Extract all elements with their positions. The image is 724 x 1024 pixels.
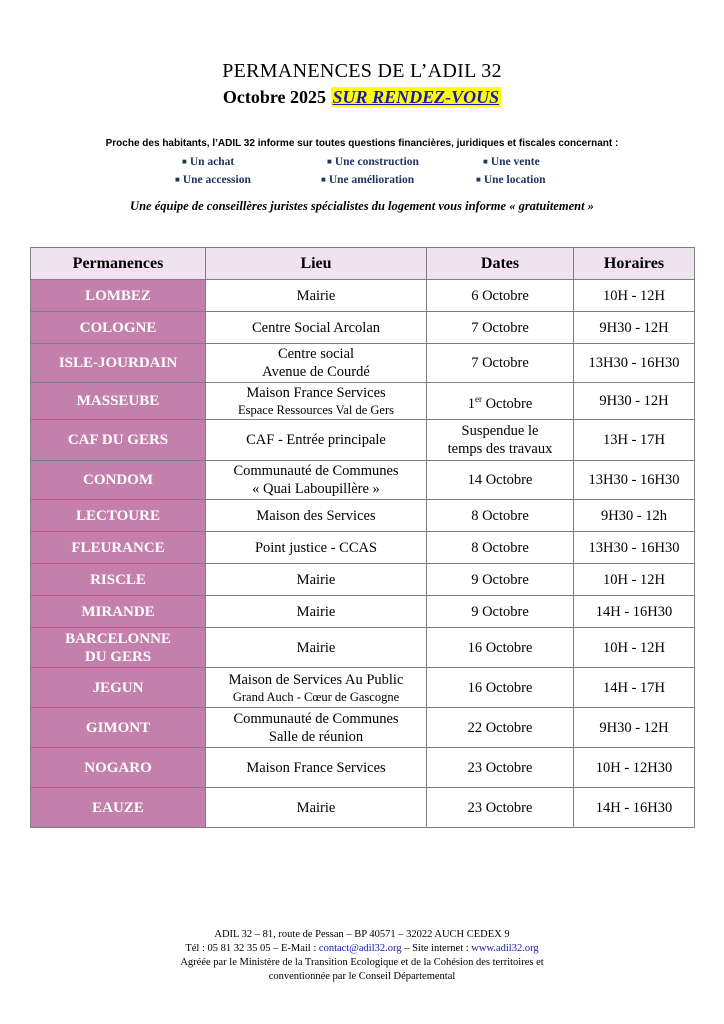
cell-permanence-line: NOGARO xyxy=(84,759,152,776)
bullet-square-icon: ■ xyxy=(175,175,180,184)
cell-lieu xyxy=(206,280,427,312)
table-row xyxy=(31,628,695,668)
cell-permanence-line: EAUZE xyxy=(92,799,144,816)
cell-lieu-line: Point justice - CCAS xyxy=(254,539,378,556)
cell-horaires xyxy=(574,312,695,344)
cell-horaires xyxy=(574,280,695,312)
appointment-highlight: SUR RENDEZ-VOUS xyxy=(332,87,500,107)
cell-horaires xyxy=(574,748,695,788)
cell-lieu-line: Centre Social Arcolan xyxy=(251,319,381,336)
cell-horaires-line: 9H30 - 12H xyxy=(599,719,669,736)
cell-horaires xyxy=(574,628,695,668)
cell-date xyxy=(427,628,574,668)
cell-lieu xyxy=(206,420,427,461)
table-row xyxy=(31,596,695,628)
bullet-square-icon: ■ xyxy=(483,157,488,166)
footer-address: ADIL 32 – 81, route de Pessan – BP 40571 – 32022 AUCH CEDEX 9 xyxy=(214,929,510,940)
cell-date-line: 23 Octobre xyxy=(467,799,533,816)
cell-horaires xyxy=(574,461,695,500)
cell-lieu-line: Maison France Services xyxy=(246,759,386,776)
table-row xyxy=(31,344,695,383)
cell-date-line: 7 Octobre xyxy=(471,319,529,336)
cell-permanence xyxy=(31,461,206,500)
cell-permanence-line: JEGUN xyxy=(92,679,144,696)
cell-horaires xyxy=(574,596,695,628)
header-lieu: Lieu xyxy=(206,248,427,280)
cell-date xyxy=(427,708,574,748)
page-subtitle xyxy=(0,87,724,108)
table-row xyxy=(31,312,695,344)
cell-date-line: temps des travaux xyxy=(447,441,553,457)
cell-permanence-line: LECTOURE xyxy=(76,507,160,524)
cell-permanence xyxy=(31,748,206,788)
cell-date-line: 23 Octobre xyxy=(467,759,533,776)
cell-horaires xyxy=(574,788,695,828)
footer-agreement: Agréée par le Ministère de la Transition Ecologique et de la Cohésion des territoires et xyxy=(180,957,544,968)
cell-horaires xyxy=(574,500,695,532)
cell-lieu xyxy=(206,500,427,532)
cell-permanence xyxy=(31,532,206,564)
table-row xyxy=(31,420,695,461)
month-label: Octobre 2025 xyxy=(222,87,327,107)
header-dates: Dates xyxy=(427,248,574,280)
cell-horaires xyxy=(574,668,695,708)
cell-horaires xyxy=(574,532,695,564)
permanences-table xyxy=(30,247,695,828)
cell-date-line: 16 Octobre xyxy=(467,639,533,656)
cell-permanence-line: ISLE-JOURDAIN xyxy=(58,355,178,371)
footer-convention: conventionnée par le Conseil Départemental xyxy=(268,971,456,982)
cell-lieu-line: Communauté de Communes xyxy=(233,463,399,479)
header-permanences: Permanences xyxy=(31,248,206,280)
cell-horaires-line: 13H - 17H xyxy=(602,432,666,448)
cell-lieu-line: Maison de Services Au Public xyxy=(228,671,404,688)
table-row xyxy=(31,564,695,596)
cell-lieu xyxy=(206,461,427,500)
table-row xyxy=(31,280,695,312)
table-row xyxy=(31,668,695,708)
footer-contact: Tél : 05 81 32 35 05 – E-Mail : contact@adil32.org – Site internet : www.adil32.org xyxy=(185,943,539,954)
cell-lieu-line: Mairie xyxy=(296,571,336,588)
cell-horaires-line: 9H30 - 12H xyxy=(599,393,669,409)
cell-horaires-line: 10H - 12H xyxy=(602,571,666,588)
bullet-square-icon: ■ xyxy=(327,157,332,166)
cell-date-line: 8 Octobre xyxy=(471,539,529,556)
cell-permanence-line: CAF DU GERS xyxy=(67,432,169,448)
cell-date xyxy=(427,748,574,788)
bullet-square-icon: ■ xyxy=(476,175,481,184)
cell-date-line: 22 Octobre xyxy=(467,719,533,736)
cell-horaires-line: 14H - 16H30 xyxy=(595,603,673,620)
page-title: PERMANENCES DE L’ADIL 32 xyxy=(222,60,502,82)
topic-item: ■ Une vente xyxy=(483,156,540,168)
table-row xyxy=(31,500,695,532)
tagline: Une équipe de conseillères juristes spécialistes du logement vous informe « gratuitement » xyxy=(130,199,594,213)
cell-horaires-line: 10H - 12H xyxy=(602,639,666,656)
cell-date xyxy=(427,420,574,461)
cell-horaires xyxy=(574,420,695,461)
cell-horaires-line: 14H - 17H xyxy=(602,679,666,696)
cell-permanence xyxy=(31,596,206,628)
cell-date-line: 9 Octobre xyxy=(471,603,529,620)
topic-item: ■ Un achat xyxy=(182,156,235,168)
cell-lieu xyxy=(206,788,427,828)
cell-lieu xyxy=(206,383,427,420)
cell-date-line: 6 Octobre xyxy=(471,287,529,304)
cell-horaires xyxy=(574,564,695,596)
header-horaires: Horaires xyxy=(574,248,695,280)
cell-date xyxy=(427,500,574,532)
cell-horaires-line: 13H30 - 16H30 xyxy=(588,472,680,488)
cell-horaires-line: 14H - 16H30 xyxy=(595,799,673,816)
table-row xyxy=(31,532,695,564)
cell-lieu-line: Maison des Services xyxy=(256,507,376,524)
cell-lieu xyxy=(206,748,427,788)
cell-date xyxy=(427,344,574,383)
cell-permanence-line: MIRANDE xyxy=(81,603,155,620)
cell-date-line: 16 Octobre xyxy=(467,679,533,696)
cell-permanence xyxy=(31,788,206,828)
bullet-square-icon: ■ xyxy=(321,175,326,184)
cell-lieu xyxy=(206,596,427,628)
cell-lieu-line: Espace Ressources Val de Gers xyxy=(238,403,394,417)
cell-permanence xyxy=(31,280,206,312)
topic-item: ■ Une amélioration xyxy=(321,174,415,186)
cell-lieu xyxy=(206,564,427,596)
website-link[interactable]: www.adil32.org xyxy=(471,943,539,954)
cell-lieu xyxy=(206,628,427,668)
cell-horaires xyxy=(574,708,695,748)
cell-horaires xyxy=(574,344,695,383)
cell-permanence xyxy=(31,500,206,532)
cell-horaires xyxy=(574,383,695,420)
cell-date-line: 1er Octobre xyxy=(467,393,533,412)
bullet-square-icon: ■ xyxy=(182,157,187,166)
cell-permanence-line: COLOGNE xyxy=(79,319,157,336)
cell-date xyxy=(427,461,574,500)
cell-date xyxy=(427,788,574,828)
cell-lieu-line: Mairie xyxy=(296,639,336,656)
topic-item: ■ Une location xyxy=(476,174,546,186)
cell-lieu xyxy=(206,668,427,708)
cell-horaires-line: 10H - 12H30 xyxy=(595,759,673,776)
cell-permanence xyxy=(31,344,206,383)
cell-permanence xyxy=(31,668,206,708)
cell-lieu-line: Centre social xyxy=(277,346,355,362)
cell-date xyxy=(427,280,574,312)
cell-permanence-line: DU GERS xyxy=(84,648,152,665)
email-link[interactable]: contact@adil32.org xyxy=(318,943,402,954)
cell-date xyxy=(427,532,574,564)
cell-date xyxy=(427,383,574,420)
cell-lieu-line: CAF - Entrée principale xyxy=(246,432,386,448)
cell-date xyxy=(427,668,574,708)
table-row xyxy=(31,383,695,420)
cell-horaires-line: 13H30 - 16H30 xyxy=(588,539,680,556)
cell-permanence xyxy=(31,628,206,668)
cell-permanence xyxy=(31,383,206,420)
cell-lieu-line: Communauté de Communes xyxy=(233,710,399,727)
cell-lieu-line: Avenue de Courdé xyxy=(262,364,370,380)
table-row xyxy=(31,461,695,500)
cell-lieu xyxy=(206,312,427,344)
cell-permanence-line: RISCLE xyxy=(90,571,146,588)
cell-date-line: Suspendue le xyxy=(461,423,539,439)
cell-lieu-line: « Quai Laboupillère » xyxy=(252,481,380,497)
cell-lieu xyxy=(206,708,427,748)
cell-horaires-line: 9H30 - 12h xyxy=(600,507,668,524)
cell-date xyxy=(427,312,574,344)
intro-text: Proche des habitants, l’ADIL 32 informe sur toutes questions financières, juridiques et fiscales concernant : xyxy=(105,138,619,149)
cell-horaires-line: 13H30 - 16H30 xyxy=(588,355,680,371)
cell-permanence-line: FLEURANCE xyxy=(71,539,165,556)
footer xyxy=(0,928,724,984)
cell-lieu-line: Grand Auch - Cœur de Gascogne xyxy=(232,689,400,704)
cell-permanence-line: BARCELONNE xyxy=(65,630,171,647)
table-row xyxy=(31,788,695,828)
cell-date-line: 8 Octobre xyxy=(471,507,529,524)
cell-permanence-line: CONDOM xyxy=(83,472,153,488)
cell-lieu xyxy=(206,344,427,383)
cell-lieu-line: Salle de réunion xyxy=(268,728,364,745)
cell-lieu-line: Mairie xyxy=(296,799,336,816)
topic-item: ■ Une construction xyxy=(327,156,419,168)
cell-lieu-line: Maison France Services xyxy=(246,385,386,401)
cell-permanence-line: MASSEUBE xyxy=(76,393,160,409)
cell-permanence xyxy=(31,564,206,596)
cell-permanence xyxy=(31,708,206,748)
table-body xyxy=(31,280,695,828)
cell-permanence-line: GIMONT xyxy=(85,719,151,736)
cell-horaires-line: 10H - 12H xyxy=(602,287,666,304)
topic-item: ■ Une accession xyxy=(175,174,251,186)
cell-date xyxy=(427,564,574,596)
cell-date-line: 14 Octobre xyxy=(467,472,533,488)
table-row xyxy=(31,748,695,788)
table-header-row xyxy=(31,248,695,280)
cell-date-line: 7 Octobre xyxy=(471,355,529,371)
cell-permanence-line: LOMBEZ xyxy=(85,287,151,304)
cell-date-line: 9 Octobre xyxy=(471,571,529,588)
cell-permanence xyxy=(31,312,206,344)
cell-date xyxy=(427,596,574,628)
cell-horaires-line: 9H30 - 12H xyxy=(599,319,669,336)
cell-lieu xyxy=(206,532,427,564)
cell-lieu-line: Mairie xyxy=(296,287,336,304)
cell-lieu-line: Mairie xyxy=(296,603,336,620)
cell-permanence xyxy=(31,420,206,461)
table-row xyxy=(31,708,695,748)
